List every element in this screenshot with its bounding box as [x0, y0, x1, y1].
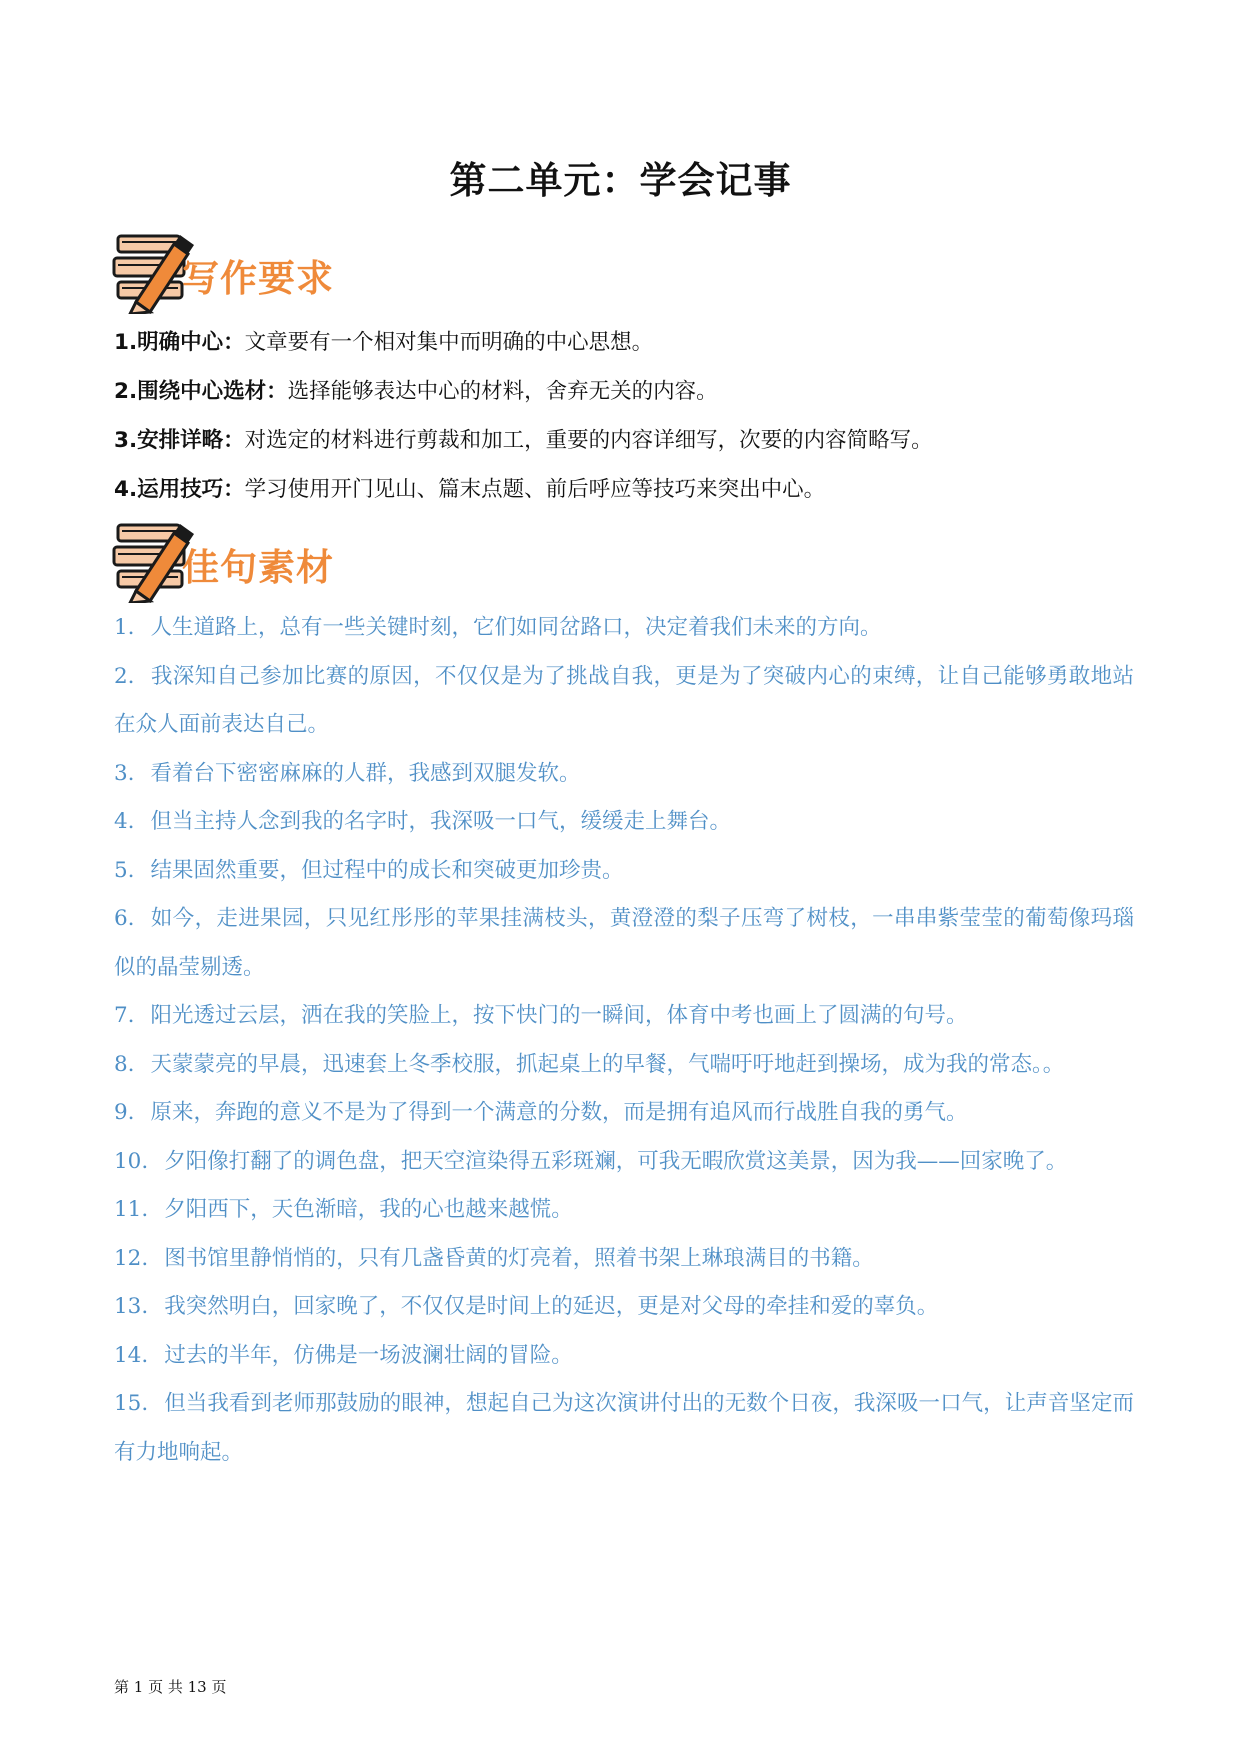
sentence-number: 13. [114, 1294, 149, 1319]
requirement-label: 4.运用技巧： [114, 477, 245, 502]
sentence-item [114, 750, 1134, 799]
sentence-item [114, 1332, 1134, 1381]
sentence-number: 9. [114, 1100, 135, 1125]
requirement-item [114, 465, 1134, 514]
sentence-text: 我深知自己参加比赛的原因，不仅仅是为了挑战自我，更是为了突破内心的束缚，让自己能够勇敢地站在众人面前表达自己。 [114, 663, 1134, 737]
sentence-text: 夕阳像打翻了的调色盘，把天空渲染得五彩斑斓，可我无暇欣赏这美景，因为我——回家晚了。 [164, 1148, 1068, 1174]
sentence-item [114, 1283, 1134, 1332]
sentence-text: 但当主持人念到我的名字时，我深吸一口气，缓缓走上舞台。 [150, 809, 732, 834]
requirements-list [114, 318, 1134, 514]
section-heading: 写作要求 [182, 257, 334, 300]
sentence-text: 结果固然重要，但过程中的成长和突破更加珍贵。 [150, 857, 624, 883]
sentence-item [114, 992, 1134, 1041]
requirement-item [114, 416, 1134, 465]
sentence-item [114, 1186, 1134, 1235]
sentence-text: 看着台下密密麻麻的人群，我感到双腿发软。 [150, 760, 581, 786]
sentences-list [114, 604, 1134, 1477]
sentence-text: 人生道路上，总有一些关键时刻，它们如同岔路口，决定着我们未来的方向。 [150, 615, 882, 640]
sentence-item [114, 895, 1134, 992]
sentence-item [114, 1041, 1134, 1090]
sentence-number: 12. [114, 1245, 149, 1271]
page-title: 第二单元：学会记事 [449, 159, 792, 202]
requirement-text: 选择能够表达中心的材料，舍弃无关的内容。 [287, 379, 718, 404]
requirement-label: 1.明确中心： [114, 330, 245, 355]
sentence-number: 2. [114, 663, 135, 689]
sentence-item [114, 653, 1134, 750]
sentence-text: 如今，走进果园，只见红彤彤的苹果挂满枝头，黄澄澄的梨子压弯了树枝，一串串紫莹莹的葡萄像玛瑙似的晶莹剔透。 [114, 906, 1134, 980]
page-footer: 第 1 页 共 13 页 [114, 1678, 227, 1696]
sentence-text: 我突然明白，回家晚了，不仅仅是时间上的延迟，更是对父母的牵挂和爱的辜负。 [164, 1294, 939, 1319]
requirement-item [114, 367, 1134, 416]
requirement-text: 学习使用开门见山、篇末点题、前后呼应等技巧来突出中心。 [244, 477, 826, 502]
sentence-text: 过去的半年，仿佛是一场波澜壮阔的冒险。 [164, 1342, 573, 1368]
sentence-item [114, 798, 1134, 847]
requirement-text: 对选定的材料进行剪裁和加工，重要的内容详细写，次要的内容简略写。 [244, 428, 933, 453]
sentence-text: 阳光透过云层，洒在我的笑脸上，按下快门的一瞬间，体育中考也画上了圆满的句号。 [150, 1003, 968, 1028]
sentence-number: 6. [114, 906, 135, 931]
requirement-label: 3.安排详略： [114, 428, 245, 453]
sentence-text: 图书馆里静悄悄的，只有几盏昏黄的灯亮着，照着书架上琳琅满目的书籍。 [164, 1245, 874, 1271]
sentence-item [114, 1138, 1134, 1187]
requirement-text: 文章要有一个相对集中而明确的中心思想。 [244, 330, 654, 355]
sentence-number: 11. [114, 1197, 149, 1222]
sentence-item [114, 1380, 1134, 1477]
sentence-number: 7. [114, 1003, 135, 1028]
section-header-requirements [112, 228, 372, 314]
sentence-number: 8. [114, 1051, 135, 1077]
sentence-number: 5. [114, 857, 135, 883]
sentence-text: 原来，奔跑的意义不是为了得到一个满意的分数，而是拥有追风而行战胜自我的勇气。 [150, 1100, 968, 1125]
section-heading: 佳句素材 [182, 546, 334, 589]
sentence-number: 15. [114, 1391, 149, 1416]
sentence-number: 4. [114, 809, 135, 834]
requirement-item [114, 318, 1134, 367]
sentence-text: 天蒙蒙亮的早晨，迅速套上冬季校服，抓起桌上的早餐，气喘吁吁地赶到操场，成为我的常态。。 [150, 1051, 1065, 1077]
sentence-text: 但当我看到老师那鼓励的眼神，想起自己为这次演讲付出的无数个日夜，我深吸一口气，让声音坚定而有力地响起。 [114, 1391, 1134, 1465]
sentence-number: 14. [114, 1342, 149, 1368]
sentence-text: 夕阳西下，天色渐暗，我的心也越来越慌。 [164, 1197, 573, 1222]
requirement-label: 2.围绕中心选材： [114, 379, 288, 404]
sentence-number: 3. [114, 760, 135, 786]
sentence-number: 10. [114, 1148, 149, 1174]
section-header-sentences [112, 517, 372, 603]
sentence-item [114, 1235, 1134, 1284]
sentence-item [114, 847, 1134, 896]
sentence-item [114, 1089, 1134, 1138]
sentence-item [114, 604, 1134, 653]
sentence-number: 1. [114, 615, 135, 640]
